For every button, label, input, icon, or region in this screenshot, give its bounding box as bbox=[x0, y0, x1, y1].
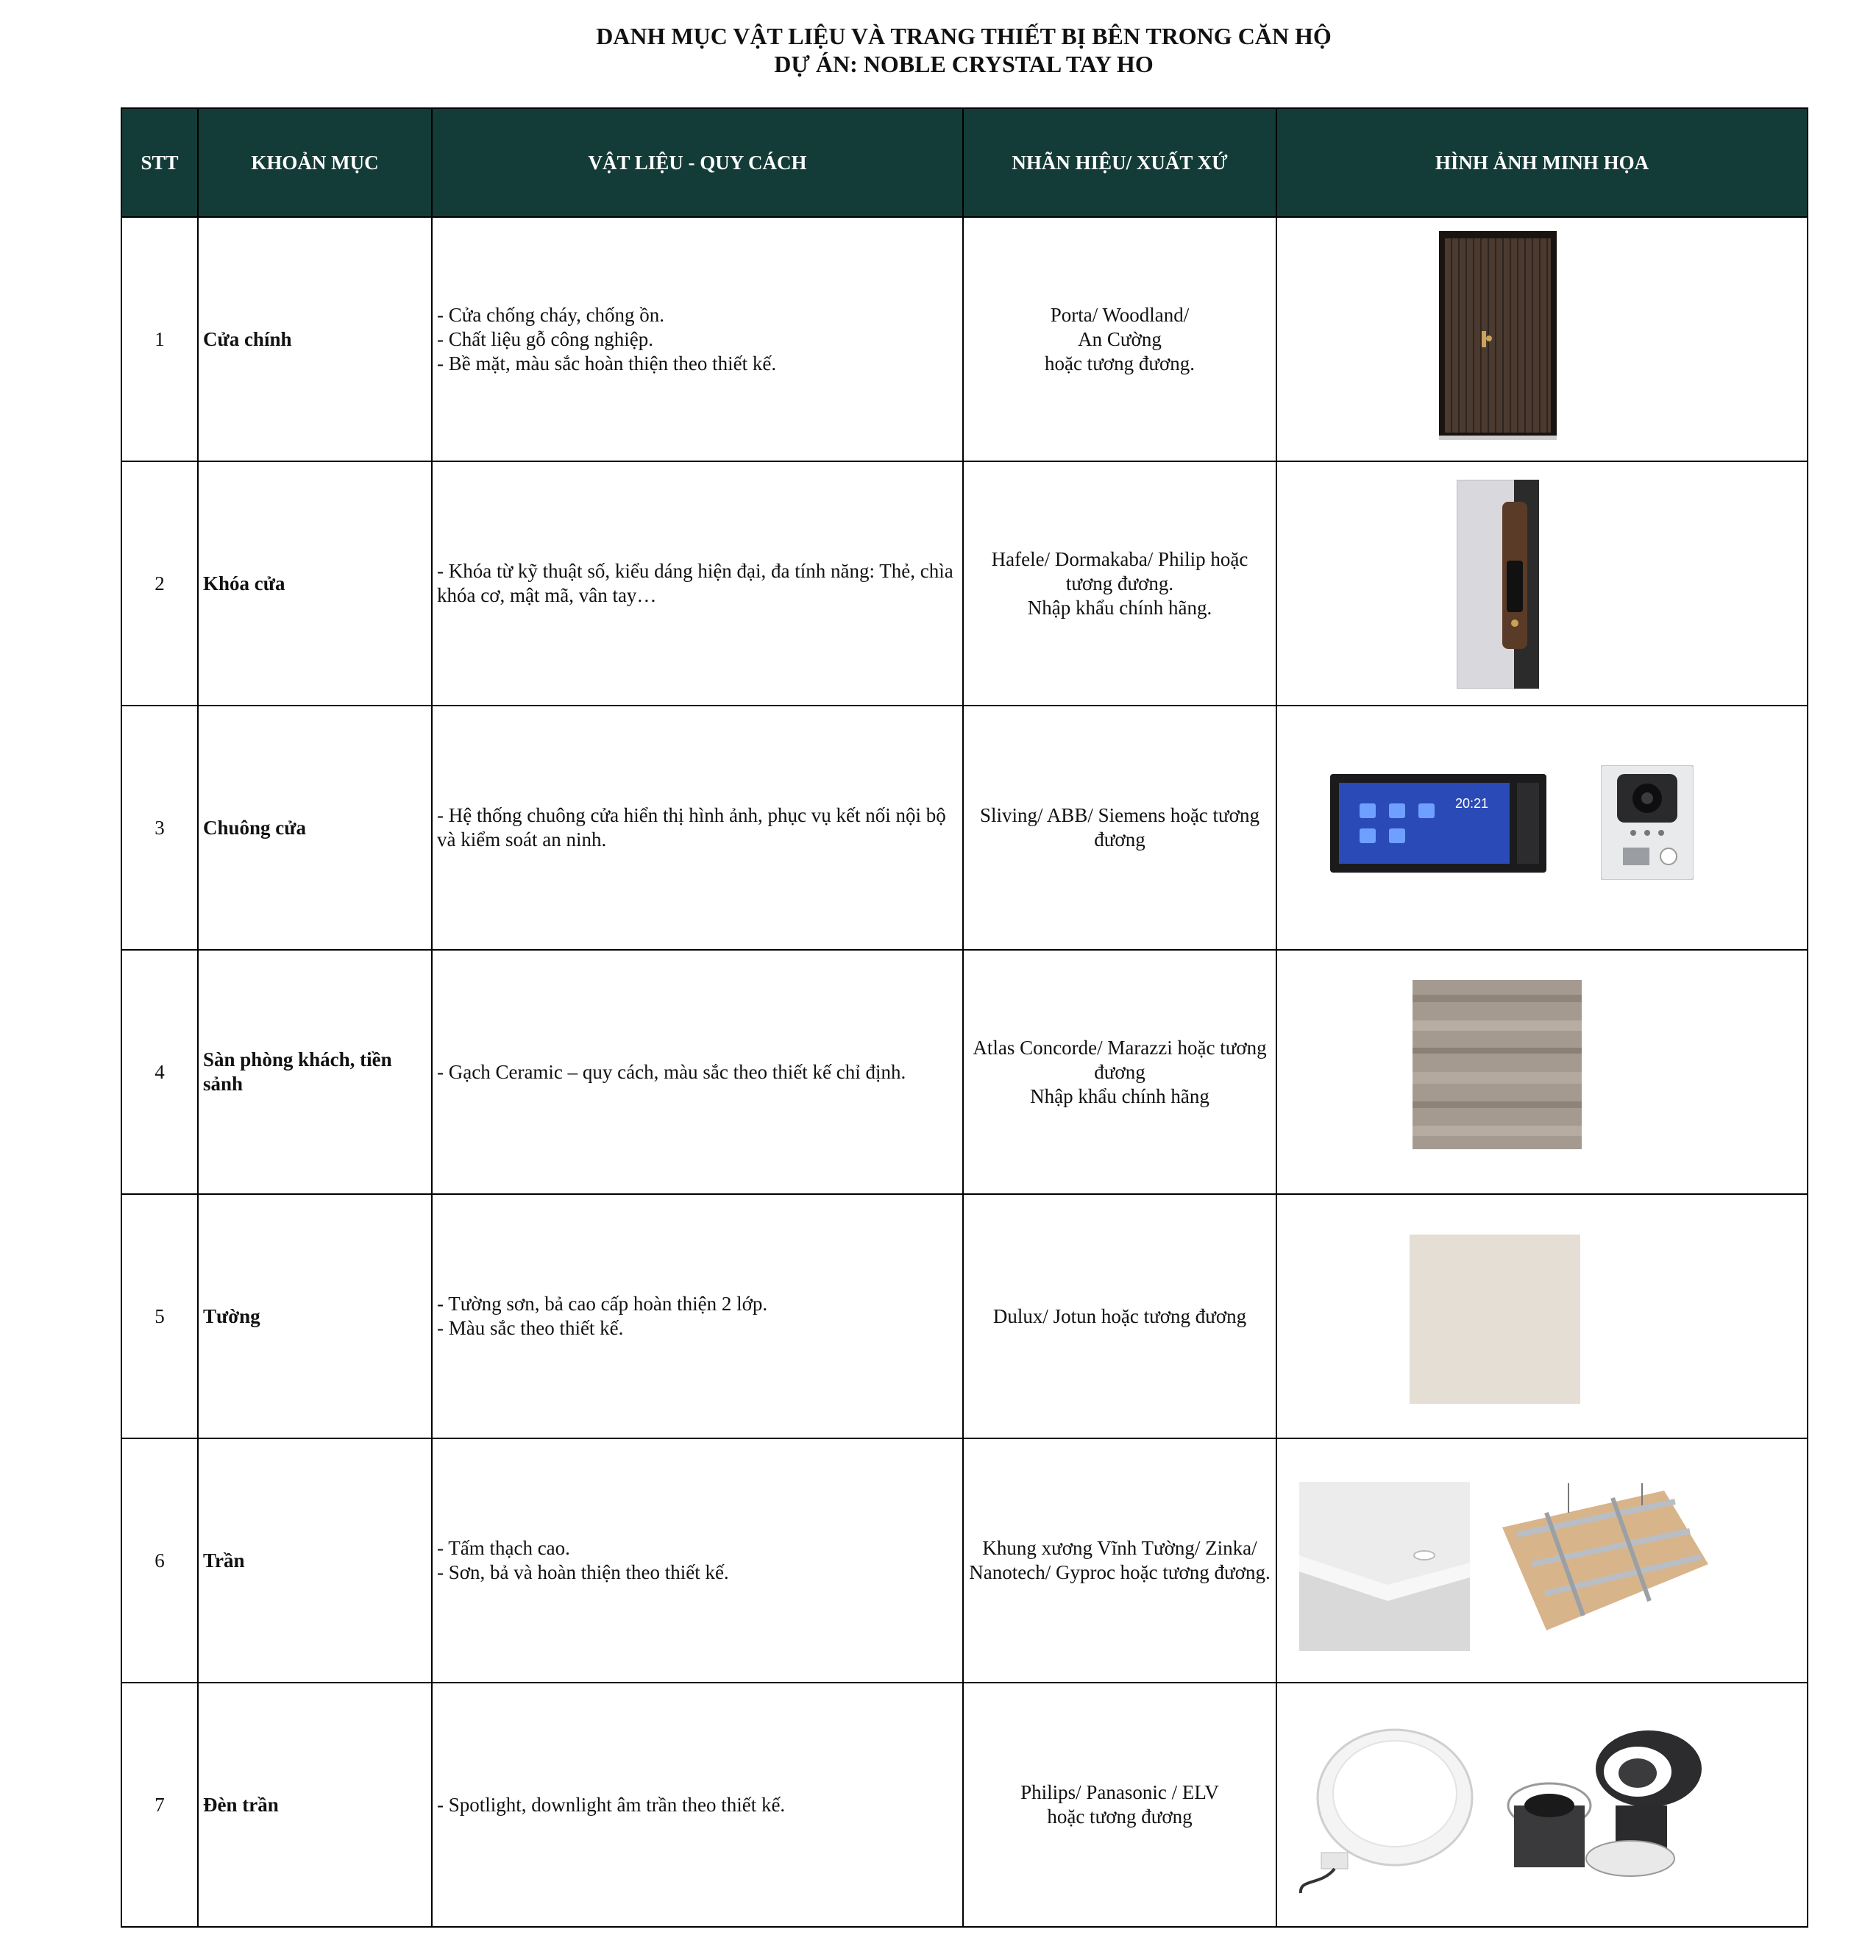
row-image-cell bbox=[1276, 1194, 1808, 1438]
brand-line: Porta/ Woodland/ bbox=[1050, 303, 1190, 326]
table-row bbox=[121, 1438, 1808, 1683]
row-stt: 5 bbox=[121, 1194, 198, 1438]
material-line: - Gạch Ceramic – quy cách, màu sắc theo thiết kế chỉ định. bbox=[437, 1060, 906, 1083]
title-line-2: DỰ ÁN: NOBLE CRYSTAL TAY HO bbox=[774, 51, 1154, 77]
door-lock-image bbox=[1457, 480, 1539, 689]
material-line: - Sơn, bả và hoàn thiện theo thiết kế. bbox=[437, 1561, 729, 1583]
brand-line: An Cường bbox=[1078, 327, 1162, 350]
header-stt: STT bbox=[121, 108, 198, 217]
brand-line: hoặc tương đương. bbox=[1044, 352, 1195, 374]
row-item: Đèn trần bbox=[198, 1683, 432, 1927]
material-line: - Spotlight, downlight âm trần theo thiết kế. bbox=[437, 1793, 786, 1816]
material-line: - Màu sắc theo thiết kế. bbox=[437, 1317, 624, 1339]
row-brand bbox=[963, 217, 1276, 461]
table-row bbox=[121, 1194, 1808, 1438]
header-brand: NHÃN HIỆU/ XUẤT XỨ bbox=[963, 108, 1276, 217]
brand-line: Sliving/ ABB/ Siemens hoặc tương đương bbox=[980, 804, 1259, 851]
brand-line: Philips/ Panasonic / ELV bbox=[1020, 1781, 1219, 1803]
row-image-cell bbox=[1276, 461, 1808, 706]
row-item: Cửa chính bbox=[198, 217, 432, 461]
row-material bbox=[432, 706, 963, 950]
row-brand bbox=[963, 461, 1276, 706]
row-image-cell bbox=[1276, 217, 1808, 461]
table-row bbox=[121, 950, 1808, 1194]
door-camera-image bbox=[1601, 765, 1694, 880]
intercom-monitor-image bbox=[1330, 774, 1546, 873]
row-stt: 7 bbox=[121, 1683, 198, 1927]
brand-line: Nhập khẩu chính hãng. bbox=[1027, 596, 1212, 619]
brand-line: Atlas Concorde/ Marazzi hoặc tương đương bbox=[973, 1036, 1267, 1083]
ceiling-image bbox=[1299, 1482, 1470, 1651]
material-line: - Chất liệu gỗ công nghiệp. bbox=[437, 327, 653, 350]
row-material bbox=[432, 1683, 963, 1927]
row-item: Sàn phòng khách, tiền sảnh bbox=[198, 950, 432, 1194]
row-brand bbox=[963, 1194, 1276, 1438]
door-image bbox=[1439, 231, 1557, 440]
header-material: VẬT LIỆU - QUY CÁCH bbox=[432, 108, 963, 217]
row-material bbox=[432, 217, 963, 461]
row-image-cell bbox=[1276, 1683, 1808, 1927]
table-row bbox=[121, 461, 1808, 706]
row-stt: 1 bbox=[121, 217, 198, 461]
material-line: - Cửa chống cháy, chống ồn. bbox=[437, 303, 665, 326]
header-image: HÌNH ẢNH MINH HỌA bbox=[1276, 108, 1808, 217]
row-stt: 4 bbox=[121, 950, 198, 1194]
row-image-cell bbox=[1276, 950, 1808, 1194]
spotlight-image bbox=[1498, 1725, 1719, 1894]
row-image-cell bbox=[1276, 706, 1808, 950]
row-brand bbox=[963, 950, 1276, 1194]
header-item: KHOẢN MỤC bbox=[198, 108, 432, 217]
table-row bbox=[121, 706, 1808, 950]
row-material bbox=[432, 461, 963, 706]
material-line: - Tấm thạch cao. bbox=[437, 1537, 570, 1559]
material-line: - Hệ thống chuông cửa hiển thị hình ảnh, phục vụ kết nối nội bộ và kiểm soát an ninh. bbox=[437, 804, 946, 851]
row-item: Tường bbox=[198, 1194, 432, 1438]
material-line: - Khóa từ kỹ thuật số, kiểu dáng hiện đại, đa tính năng: Thẻ, chìa khóa cơ, mật mã, vân tay… bbox=[437, 560, 953, 606]
brand-line: Khung xương Vĩnh Tường/ Zinka/ Nanotech/ Gyproc hoặc tương đương. bbox=[969, 1537, 1271, 1583]
material-line: - Tường sơn, bả cao cấp hoàn thiện 2 lớp. bbox=[437, 1293, 768, 1315]
material-line: - Bề mặt, màu sắc hoàn thiện theo thiết kế. bbox=[437, 352, 777, 374]
row-material bbox=[432, 950, 963, 1194]
document-title bbox=[0, 22, 1876, 78]
row-stt: 6 bbox=[121, 1438, 198, 1683]
materials-table bbox=[121, 107, 1808, 1928]
brand-line: hoặc tương đương bbox=[1047, 1805, 1193, 1828]
downlight-image bbox=[1292, 1720, 1476, 1897]
row-material bbox=[432, 1194, 963, 1438]
ceiling-frame-image bbox=[1488, 1483, 1717, 1650]
row-image-cell bbox=[1276, 1438, 1808, 1683]
brand-line: Dulux/ Jotun hoặc tương đương bbox=[992, 1304, 1247, 1327]
ceramic-tile-image bbox=[1413, 980, 1582, 1149]
paint-swatch-image bbox=[1410, 1235, 1580, 1404]
row-brand bbox=[963, 1438, 1276, 1683]
brand-line: Hafele/ Dormakaba/ Philip hoặc tương đương. bbox=[991, 547, 1248, 594]
row-brand bbox=[963, 706, 1276, 950]
row-stt: 2 bbox=[121, 461, 198, 706]
row-item: Chuông cửa bbox=[198, 706, 432, 950]
row-material bbox=[432, 1438, 963, 1683]
table-row bbox=[121, 1683, 1808, 1927]
row-brand bbox=[963, 1683, 1276, 1927]
row-item: Khóa cửa bbox=[198, 461, 432, 706]
table-header-row bbox=[121, 108, 1808, 217]
row-item: Trần bbox=[198, 1438, 432, 1683]
brand-line: Nhập khẩu chính hãng bbox=[1030, 1084, 1209, 1107]
table-row bbox=[121, 217, 1808, 461]
title-line-1: DANH MỤC VẬT LIỆU VÀ TRANG THIẾT BỊ BÊN TRONG CĂN HỘ bbox=[596, 23, 1332, 49]
monitor-time-text: 20:21 bbox=[1455, 796, 1489, 811]
row-stt: 3 bbox=[121, 706, 198, 950]
